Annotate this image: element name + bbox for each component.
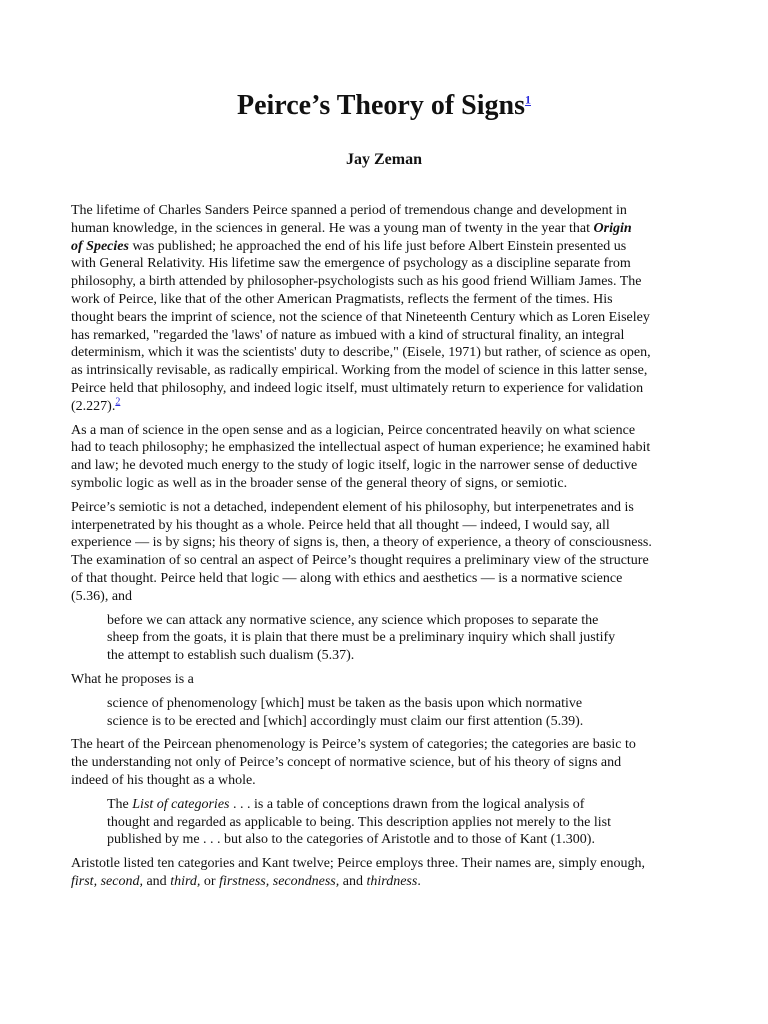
text-line: has remarked, "regarded the 'laws' of nature as imbued with a kind of structural finality, an integral: [71, 327, 625, 343]
text-line: The examination of so central an aspect of Peirce’s thought requires a preliminary view of the structure: [71, 553, 649, 569]
text-line: determinism, which it was the scientists' duty to describe," (Eisele, 1971) but rather, of science as open,: [71, 345, 651, 361]
italic-term: firstness,: [219, 873, 270, 889]
italic-term: third,: [170, 873, 201, 889]
italic-term: second,: [100, 873, 143, 889]
text-span: The: [107, 796, 133, 812]
text-line: [71, 238, 711, 256]
page-title: [0, 88, 768, 124]
title-text: Peirce’s Theory of Signs: [236, 90, 525, 121]
text-span: was published; he approached the end of his life just before Albert Einstein presented us: [128, 238, 627, 254]
text-line: sheep from the goats, it is plain that there must be a preliminary inquiry which shall justify: [107, 630, 616, 646]
text-line: had to teach philosophy; he emphasized the intellectual aspect of human experience; he examined habit: [71, 440, 651, 456]
footnote-2-link[interactable]: 2: [115, 396, 121, 408]
text-line: The lifetime of Charles Sanders Peirce spanned a period of tremendous change and development in: [71, 203, 627, 218]
text-line: What he proposes is a: [71, 671, 194, 687]
paragraph-2: [71, 422, 711, 493]
text-line: [107, 796, 667, 814]
text-line: science of phenomenology [which] must be taken as the basis upon which normative: [107, 695, 583, 711]
paragraph-4: [71, 671, 711, 689]
text-line: Peirce held that philosophy, and indeed logic itself, must ultimately return to experience for validation: [71, 380, 644, 396]
text-span: (2.227).: [71, 398, 116, 414]
italic-term: List of categories: [132, 796, 230, 812]
text-line: before we can attack any normative science, any science which proposes to separate the: [107, 612, 599, 628]
text-span: . . . is a table of conceptions drawn from the logical analysis of: [229, 796, 585, 812]
article-body: [71, 202, 711, 897]
text-line: [71, 398, 711, 416]
text-line: [71, 873, 711, 891]
paragraph-6: [71, 855, 711, 891]
block-quote-1: [71, 612, 667, 665]
author-name: Jay Zeman: [346, 151, 422, 168]
block-quote-3: [71, 796, 667, 849]
text-span: or: [203, 873, 216, 889]
text-line: Peirce’s semiotic is not a detached, independent element of his philosophy, but interpenetrates and is: [71, 499, 634, 515]
text-span: .: [417, 873, 421, 889]
paragraph-3: [71, 499, 711, 606]
text-span: human knowledge, in the sciences in general. He was a young man of twenty in the year that: [71, 220, 594, 236]
text-line: (5.36), and: [71, 588, 133, 604]
paragraph-5: [71, 736, 711, 789]
text-line: Aristotle listed ten categories and Kant twelve; Peirce employs three. Their names are, simply enough,: [71, 856, 645, 872]
text-line: thought and regarded as applicable to being. This description applies not merely to the list: [107, 814, 612, 830]
text-line: science is to be erected and [which] accordingly must claim our first attention (5.39).: [107, 713, 584, 729]
text-line: with General Relativity. His lifetime saw the emergence of psychology as a discipline separate from: [71, 256, 631, 272]
text-line: as intrinsically revisable, as radically empirical. Working from the model of science in this latter sense,: [71, 363, 648, 379]
text-line: and law; he devoted much energy to the study of logic itself, logic in the narrower sense of deductive: [71, 458, 638, 474]
book-title-species: of Species: [71, 238, 129, 254]
italic-term: first,: [71, 873, 98, 889]
text-line: the understanding not only of Peirce’s concept of normative science, but of his theory of signs and: [71, 755, 622, 771]
text-line: philosophy, a birth attended by philosopher-psychologists such as his good friend William James. The: [71, 274, 642, 290]
text-line: of that thought. Peirce held that logic — along with ethics and aesthetics — is a normative science: [71, 570, 623, 586]
text-line: The heart of the Peircean phenomenology is Peirce’s system of categories; the categories are basic to: [71, 737, 636, 753]
book-title-origin: Origin: [593, 220, 632, 236]
text-span: and: [146, 873, 167, 889]
text-line: symbolic logic as well as in the broader sense of the general theory of signs, or semiotic.: [71, 475, 568, 491]
text-line: indeed of his thought as a whole.: [71, 772, 256, 788]
text-line: experience — is by signs; his theory of signs is, then, a theory of experience, a theory of consciousness.: [71, 535, 652, 551]
text-line: interpenetrated by his thought as a whole. Peirce held that all thought — indeed, I would say, all: [71, 517, 610, 533]
text-line: [71, 220, 711, 238]
text-line: work of Peirce, like that of the other American Pragmatists, reflects the ferment of the times. His: [71, 291, 613, 307]
title-footnote-link[interactable]: 1: [525, 92, 531, 107]
text-line: the attempt to establish such dualism (5.37).: [107, 648, 355, 664]
text-line: As a man of science in the open sense and as a logician, Peirce concentrated heavily on what science: [71, 422, 636, 438]
italic-term: secondness,: [272, 873, 340, 889]
paragraph-1: [71, 202, 711, 416]
block-quote-2: [71, 695, 667, 731]
italic-term: thirdness: [366, 873, 418, 889]
text-line: published by me . . . but also to the categories of Aristotle and to those of Kant (1.300).: [107, 832, 595, 848]
text-line: thought bears the imprint of science, not the science of that Nineteenth Century which as Loren Eiseley: [71, 309, 650, 325]
text-span: and: [342, 873, 363, 889]
